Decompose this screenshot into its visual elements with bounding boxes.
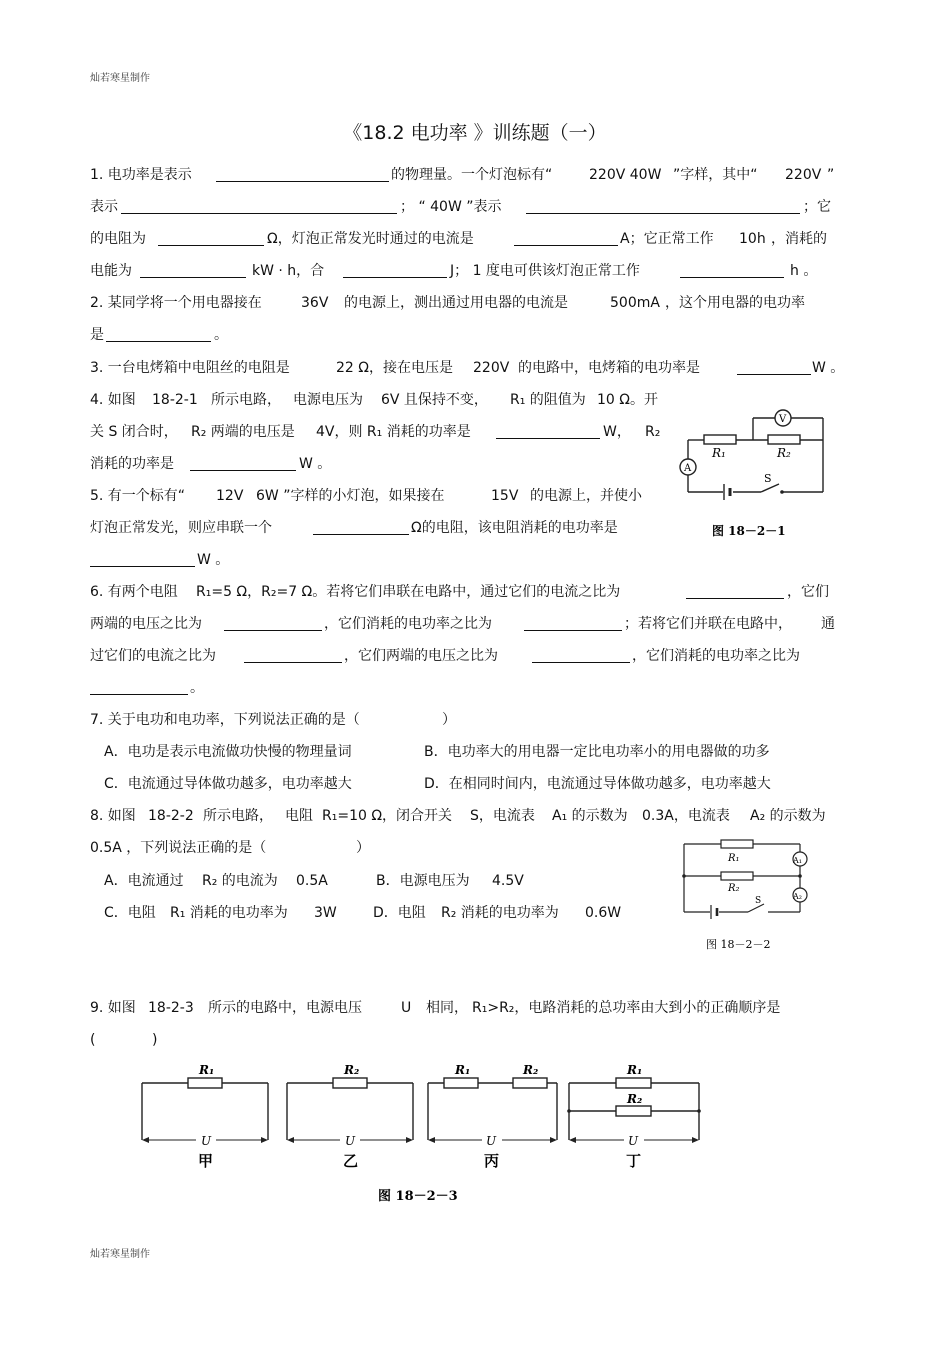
answer-blank[interactable] <box>121 199 397 214</box>
answer-blank[interactable] <box>158 231 264 246</box>
q1-text: ； “ 40W ”表示 <box>400 199 502 215</box>
circuit-diagram <box>676 404 836 544</box>
option-c[interactable]: C．电流通过导体做功越多，电功率越大 <box>104 776 352 792</box>
q2-text: 2. 某同学将一个用电器接在 <box>90 295 262 311</box>
q1-text: 的物理量。一个灯泡标有“ <box>391 167 553 183</box>
q1-text: 220V <box>785 167 822 183</box>
q5-text: W 。 <box>197 552 230 568</box>
q6-text: 通 <box>821 616 835 632</box>
voltage-label: U <box>486 1134 497 1148</box>
page-header: 灿若寒星制作 <box>90 73 150 84</box>
q6-text: ，它们消耗的电功率之比为 <box>324 616 492 632</box>
q6-text: R₁=5 Ω，R₂=7 Ω。若将它们串联在电路中，通过它们的电流之比为 <box>196 584 621 600</box>
q5-text: 5. 有一个标有“ <box>90 488 186 504</box>
answer-blank[interactable] <box>106 327 211 342</box>
q8-text: A₁ 的示数为 <box>552 808 628 824</box>
r2-label: R₂ <box>344 1063 360 1077</box>
option-text: D．电阻 <box>373 905 426 921</box>
q4-text: 18-2-1 <box>152 392 198 408</box>
q2-text: 500mA <box>610 295 660 311</box>
q4-text: R₂ 两端的电压是 <box>191 424 295 440</box>
q4-text: R₁ 的阻值为 <box>510 392 586 408</box>
answer-blank[interactable] <box>224 616 322 631</box>
r1-label: R₁ <box>627 1063 643 1077</box>
q8-text: 18-2-2 <box>148 808 194 824</box>
q4-text: 关 S 闭合时， <box>90 424 178 440</box>
r2-label: R₂ <box>777 446 791 460</box>
q3-text: 的电路中，电烤箱的电功率是 <box>518 360 700 376</box>
q4-text: 所示电路， <box>211 392 281 408</box>
q5-text: 6W ”字样的小灯泡，如果接在 <box>256 488 445 504</box>
switch-label: S <box>755 896 762 906</box>
q6-text: 过它们的电流之比为 <box>90 648 216 664</box>
q6-text: ，它们消耗的电功率之比为 <box>632 648 800 664</box>
figure-18-2-2 <box>676 836 816 956</box>
voltage-label: U <box>628 1134 639 1148</box>
q1-text: kW · h，合 <box>252 263 325 279</box>
q1-text: ，消耗的 <box>771 231 827 247</box>
q1-text: ；它 <box>803 199 831 215</box>
circuit-diagrams <box>130 1058 720 1208</box>
page-title: 《18.2 电功率 》训练题（一） <box>343 122 607 144</box>
q6-text: ，它们 <box>787 584 829 600</box>
q9-text: R₁>R₂，电路消耗的总功率由大到小的正确顺序是 <box>472 1000 781 1016</box>
q2-text: 的电源上，测出通过用电器的电流是 <box>344 295 568 311</box>
q9-text: U <box>401 1000 412 1016</box>
voltmeter-label: V <box>779 414 787 425</box>
q8-text: 电阻 <box>285 808 313 824</box>
option-text: B．电源电压为 <box>376 873 470 889</box>
q6-text: 6. 有两个电阻 <box>90 584 178 600</box>
page-footer: 灿若寒星制作 <box>90 1249 150 1260</box>
option-a[interactable]: A．电功是表示电流做功快慢的物理量词 <box>104 744 352 760</box>
q3-text: 22 Ω，接在电压是 <box>336 360 453 376</box>
r1-label: R₁ <box>712 446 726 460</box>
answer-blank[interactable] <box>686 584 784 599</box>
circuit-label-bing: 丙 <box>484 1152 500 1170</box>
option-b[interactable]: B．电功率大的用电器一定比电功率小的用电器做的功多 <box>424 744 770 760</box>
q3-text: 3. 一台电烤箱中电阻丝的电阻是 <box>90 360 290 376</box>
q9-text: 相同， <box>426 1000 468 1016</box>
option-text: 0.6W <box>585 905 622 921</box>
answer-blank[interactable] <box>737 360 811 375</box>
q4-text: 消耗的功率是 <box>90 456 174 472</box>
r2-label: R₂ <box>627 1092 643 1106</box>
ammeter-label: A <box>684 463 692 474</box>
answer-blank[interactable] <box>216 167 389 182</box>
q8-text: R₁=10 Ω，闭合开关 <box>322 808 453 824</box>
q3-text: W 。 <box>812 360 845 376</box>
answer-blank[interactable] <box>90 552 195 567</box>
switch-label: S <box>764 472 772 485</box>
q2-text: 36V <box>301 295 329 311</box>
q5-text: Ω的电阻，该电阻消耗的电功率是 <box>411 520 618 536</box>
q5-text: 15V <box>491 488 519 504</box>
q1-text: 1. 电功率是表示 <box>90 167 192 183</box>
answer-blank[interactable] <box>514 231 618 246</box>
option-text: C．电阻 <box>104 905 156 921</box>
r2-label: R₂ <box>523 1063 539 1077</box>
q4-text: 4. 如图 <box>90 392 136 408</box>
q7-text: ） <box>442 712 456 728</box>
q2-text: ，这个用电器的电功率 <box>665 295 805 311</box>
option-text: A．电流通过 <box>104 873 184 889</box>
answer-blank[interactable] <box>244 648 342 663</box>
q1-text: h 。 <box>790 263 818 279</box>
q8-text: ） <box>356 840 370 856</box>
q9-text: 所示的电路中，电源电压 <box>208 1000 362 1016</box>
circuit-label-yi: 乙 <box>343 1152 359 1170</box>
q9-text: 18-2-3 <box>148 1000 194 1016</box>
q5-text: 12V <box>216 488 244 504</box>
r1-label: R₁ <box>455 1063 471 1077</box>
q6-text: ，它们两端的电压之比为 <box>344 648 498 664</box>
q1-text: 10h <box>739 231 766 247</box>
answer-blank[interactable] <box>496 424 600 439</box>
q8-text: 0.3A，电流表 <box>642 808 730 824</box>
ammeter-1-label: A₁ <box>793 856 802 865</box>
q6-text: 。 <box>190 680 204 696</box>
q4-text: W 。 <box>299 456 332 472</box>
answer-blank[interactable] <box>343 263 447 278</box>
option-text: 0.5A <box>296 873 328 889</box>
q1-text: 电能为 <box>90 263 132 279</box>
q4-text: R₂ <box>645 424 661 440</box>
option-text: 3W <box>314 905 337 921</box>
circuit-label-jia: 甲 <box>198 1152 214 1170</box>
figure-18-2-1 <box>676 404 836 544</box>
q5-text: 的电源上，并使小 <box>530 488 642 504</box>
r1-label: R₁ <box>728 853 740 864</box>
answer-blank[interactable] <box>190 456 296 471</box>
q1-text: 的电阻为 <box>90 231 146 247</box>
q1-text: ”字样，其中“ <box>673 167 758 183</box>
figure-caption: 图 18－2－1 <box>712 524 786 538</box>
q7-stem: 7. 关于电功和电功率，下列说法正确的是（ <box>90 712 360 728</box>
q1-text: 表示 <box>90 199 118 215</box>
figure-18-2-3 <box>130 1058 720 1208</box>
q1-text: J； 1 度电可供该灯泡正常工作 <box>450 263 640 279</box>
circuit-diagram <box>676 836 816 956</box>
q8-text: 0.5A ，下列说法正确的是（ <box>90 840 267 856</box>
answer-blank[interactable] <box>524 616 622 631</box>
q1-text: ” <box>827 167 835 183</box>
q8-text: A₂ 的示数为 <box>750 808 826 824</box>
q8-text: 所示电路， <box>203 808 273 824</box>
answer-blank[interactable] <box>532 648 630 663</box>
figure-caption: 图 18－2－2 <box>706 938 771 951</box>
q8-text: S，电流表 <box>470 808 535 824</box>
answer-blank[interactable] <box>140 263 246 278</box>
q9-text: ( <box>90 1032 96 1048</box>
q4-text: W， <box>603 424 631 440</box>
q1-text: A；它正常工作 <box>620 231 714 247</box>
q1-text: 220V 40W <box>589 167 662 183</box>
q9-text: 9. 如图 <box>90 1000 136 1016</box>
q8-text: 8. 如图 <box>90 808 136 824</box>
r1-label: R₁ <box>199 1063 215 1077</box>
q1-text: Ω，灯泡正常发光时通过的电流是 <box>267 231 474 247</box>
q3-text: 220V <box>473 360 510 376</box>
option-d[interactable]: D．在相同时间内，电流通过导体做功越多，电功率越大 <box>424 776 771 792</box>
q2-text: 是 <box>90 327 104 343</box>
voltage-label: U <box>201 1134 212 1148</box>
q5-text: 灯泡正常发光，则应串联一个 <box>90 520 272 536</box>
answer-blank[interactable] <box>313 520 409 535</box>
q4-text: 4V，则 R₁ 消耗的功率是 <box>316 424 471 440</box>
answer-blank[interactable] <box>526 199 800 214</box>
answer-blank[interactable] <box>90 680 188 695</box>
figure-caption: 图 18－2－3 <box>378 1189 458 1204</box>
q2-text: 。 <box>214 327 228 343</box>
q6-text: 两端的电压之比为 <box>90 616 202 632</box>
q9-text: ) <box>152 1032 158 1048</box>
option-text: R₁ 消耗的电功率为 <box>170 905 288 921</box>
option-text: R₂ 消耗的电功率为 <box>441 905 559 921</box>
option-text: 4.5V <box>492 873 524 889</box>
q4-text: 10 Ω。开 <box>597 392 658 408</box>
q4-text: 6V 且保持不变， <box>381 392 488 408</box>
answer-blank[interactable] <box>680 263 784 278</box>
circuit-label-ding: 丁 <box>626 1152 642 1170</box>
ammeter-2-label: A₂ <box>793 892 802 901</box>
r2-label: R₂ <box>728 883 740 894</box>
voltage-label: U <box>345 1134 356 1148</box>
q6-text: ；若将它们并联在电路中， <box>624 616 792 632</box>
q4-text: 电源电压为 <box>293 392 363 408</box>
option-text: R₂ 的电流为 <box>202 873 278 889</box>
